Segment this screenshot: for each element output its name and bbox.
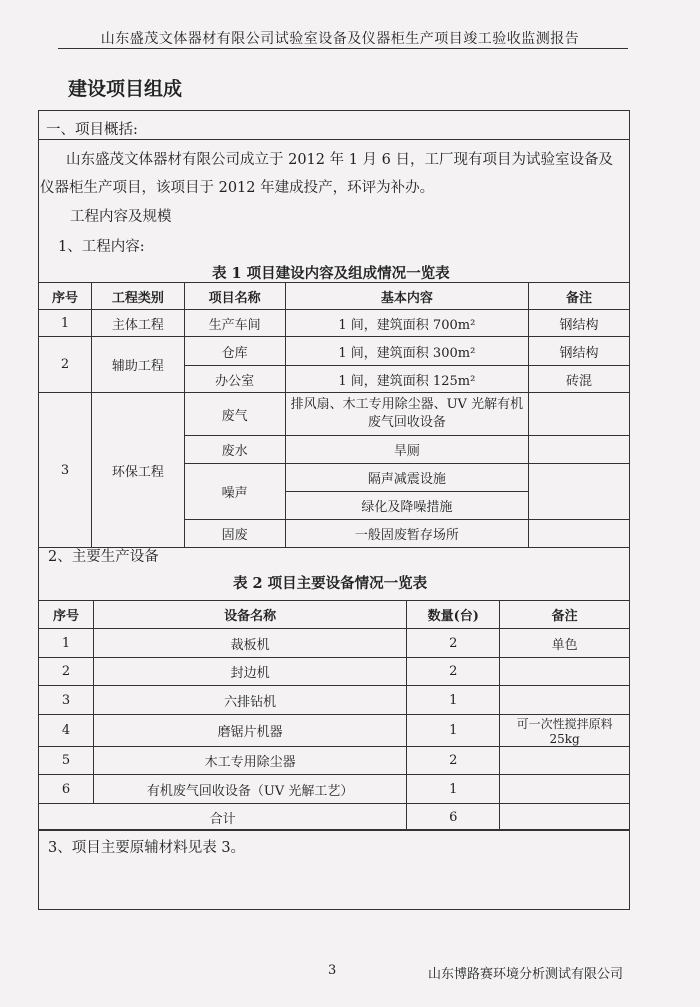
row-no: 5 — [39, 747, 94, 775]
row-content: 绿化及降噪措施 — [285, 492, 529, 520]
row-note — [529, 464, 630, 520]
row-name: 六排钻机 — [93, 686, 406, 715]
content-heading: 1、工程内容: — [58, 239, 145, 255]
table2-caption: 表 2 项目主要设备情况一览表 — [233, 575, 428, 592]
row-note: 钢结构 — [529, 337, 630, 366]
row-no: 6 — [39, 775, 94, 804]
row-content: 隔声减震设施 — [285, 464, 529, 492]
page-header: 山东盛茂文体器材有限公司试验室设备及仪器柜生产项目竣工验收监测报告 — [100, 31, 580, 47]
row-no: 3 — [39, 393, 92, 548]
header-cell: 备注 — [500, 601, 630, 629]
row-no: 1 — [39, 310, 92, 337]
materials-note: 3、项目主要原辅材料见表 3。 — [48, 840, 246, 856]
row-name: 有机废气回收设备（UV 光解工艺） — [93, 775, 406, 804]
row-qty: 1 — [407, 715, 500, 747]
overview-heading: 一、项目概括: — [46, 122, 138, 138]
row-note — [500, 775, 630, 804]
row-note — [529, 436, 630, 464]
page-number: 3 — [328, 963, 337, 978]
row-note: 单色 — [500, 629, 630, 658]
header-cell: 项目名称 — [184, 283, 285, 310]
row-name: 噪声 — [184, 464, 285, 520]
row-note: 钢结构 — [529, 310, 630, 337]
overview-line-1: 山东盛茂文体器材有限公司成立于 2012 年 1 月 6 日，工厂现有项目为试验室设备及 — [66, 152, 614, 168]
header-rule — [58, 48, 628, 49]
row-no: 3 — [39, 686, 94, 715]
table-row — [39, 775, 630, 804]
row-no: 1 — [39, 629, 94, 658]
total-label: 合计 — [39, 804, 407, 831]
table1-caption: 表 1 项目建设内容及组成情况一览表 — [212, 265, 450, 282]
row-content: 一般固废暂存场所 — [285, 520, 529, 548]
table-row — [39, 658, 630, 686]
total-row — [39, 804, 630, 831]
total-qty: 6 — [407, 804, 500, 831]
row-name: 固废 — [184, 520, 285, 548]
row-note — [500, 658, 630, 686]
header-cell: 设备名称 — [93, 601, 406, 629]
row-qty: 2 — [407, 658, 500, 686]
header-cell: 数量(台) — [407, 601, 500, 629]
row-name: 废气 — [184, 393, 285, 436]
row-note — [529, 520, 630, 548]
row-no: 4 — [39, 715, 94, 747]
table-row — [39, 629, 630, 658]
row-category: 环保工程 — [91, 393, 184, 548]
row-note: 砖混 — [529, 366, 630, 393]
row-category: 辅助工程 — [91, 337, 184, 393]
row-name: 木工专用除尘器 — [93, 747, 406, 775]
row-no: 2 — [39, 658, 94, 686]
construction-table — [38, 282, 630, 548]
table-row — [39, 715, 630, 747]
header-cell: 工程类别 — [91, 283, 184, 310]
row-note: 可一次性搅拌原料 25kg — [500, 715, 630, 747]
header-cell: 序号 — [39, 601, 94, 629]
row-content: 1 间，建筑面积 125m² — [285, 366, 529, 393]
row-qty: 2 — [407, 629, 500, 658]
row-name: 废水 — [184, 436, 285, 464]
row-note — [500, 747, 630, 775]
table-header-row — [39, 601, 630, 629]
row-qty: 1 — [407, 686, 500, 715]
table-row — [39, 310, 630, 337]
header-cell: 基本内容 — [285, 283, 529, 310]
row-note — [529, 393, 630, 436]
table-row — [39, 686, 630, 715]
section-title: 建设项目组成 — [68, 78, 183, 100]
row-qty: 2 — [407, 747, 500, 775]
row-name: 裁板机 — [93, 629, 406, 658]
table-header-row — [39, 283, 630, 310]
footer-organization: 山东博路赛环境分析测试有限公司 — [428, 967, 624, 982]
row-name: 生产车间 — [184, 310, 285, 337]
row-category: 主体工程 — [91, 310, 184, 337]
table-row — [39, 337, 630, 366]
row-name: 办公室 — [184, 366, 285, 393]
row-name: 仓库 — [184, 337, 285, 366]
row-qty: 1 — [407, 775, 500, 804]
total-note — [500, 804, 630, 831]
row-content: 1 间，建筑面积 700m² — [285, 310, 529, 337]
table-row — [39, 393, 630, 436]
row-note — [500, 686, 630, 715]
equipment-table — [38, 600, 630, 831]
row-content: 旱厕 — [285, 436, 529, 464]
header-cell: 序号 — [39, 283, 92, 310]
equipment-heading: 2、主要生产设备 — [48, 549, 159, 565]
table-row — [39, 747, 630, 775]
row-name: 磨锯片机器 — [93, 715, 406, 747]
scope-heading: 工程内容及规模 — [70, 209, 172, 225]
overview-line-2: 仪器柜生产项目，该项目于 2012 年建成投产，环评为补办。 — [40, 180, 435, 196]
header-cell: 备注 — [529, 283, 630, 310]
row-content: 1 间，建筑面积 300m² — [285, 337, 529, 366]
row-name: 封边机 — [93, 658, 406, 686]
row-content: 排风扇、木工专用除尘器、UV 光解有机废气回收设备 — [285, 393, 529, 436]
frame-divider-top — [39, 139, 629, 140]
row-no: 2 — [39, 337, 92, 393]
